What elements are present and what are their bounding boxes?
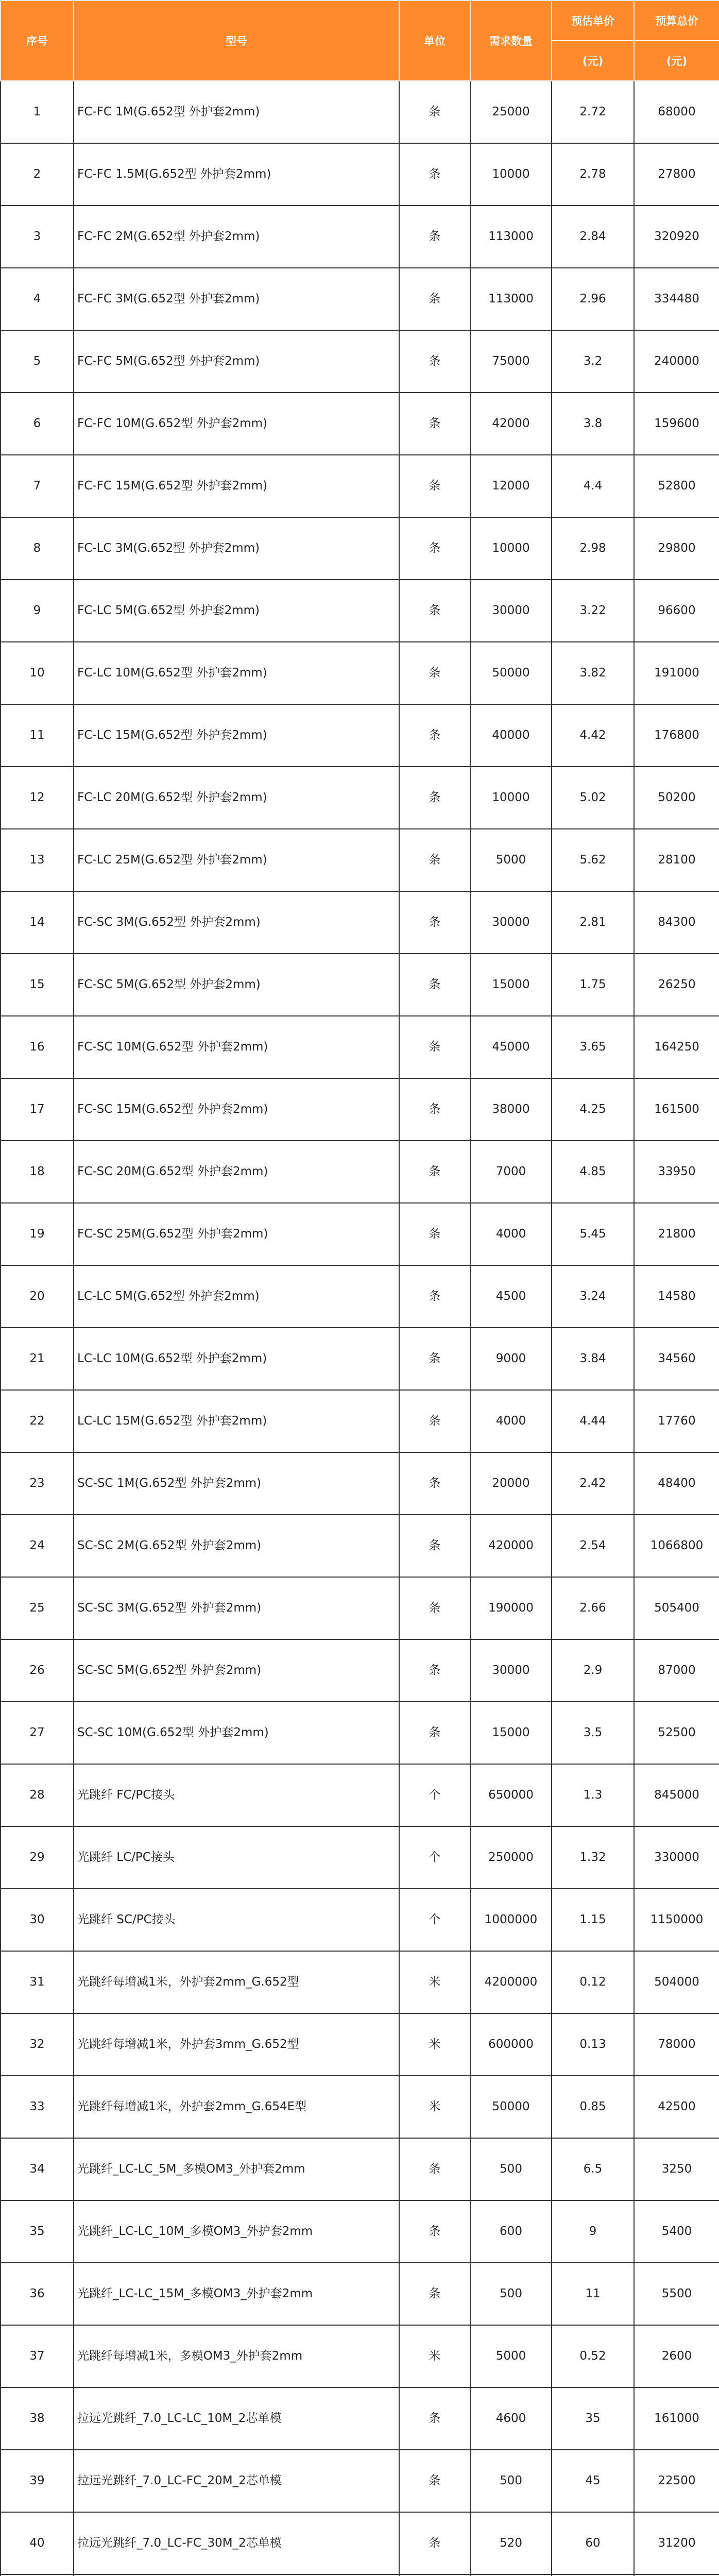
cell-qty: 4500 [470, 1265, 552, 1328]
cell-seq: 2 [1, 143, 74, 206]
cell-seq: 20 [1, 1265, 74, 1328]
cell-unit: 条 [399, 954, 470, 1016]
cell-seq: 31 [1, 1951, 74, 2013]
cell-seq: 34 [1, 2138, 74, 2200]
cell-qty: 600000 [470, 2013, 552, 2076]
cell-model: 光跳纤每增减1米，外护套2mm_G.654E型 [74, 2076, 399, 2138]
cell-unit: 米 [399, 1951, 470, 2013]
cell-total: 3250 [634, 2138, 719, 2200]
cell-seq: 11 [1, 704, 74, 767]
cell-price: 2.81 [552, 891, 634, 954]
cell-price: 5.02 [552, 767, 634, 829]
cell-unit: 条 [399, 891, 470, 954]
cell-seq: 32 [1, 2013, 74, 2076]
cell-qty: 4200000 [470, 1951, 552, 2013]
cell-price: 60 [552, 2512, 634, 2574]
cell-total: 164250 [634, 1016, 719, 1078]
cell-model: FC-SC 5M(G.652型 外护套2mm) [74, 954, 399, 1016]
cell-unit: 条 [399, 1390, 470, 1452]
cell-model: FC-SC 15M(G.652型 外护套2mm) [74, 1078, 399, 1141]
cell-unit: 个 [399, 1764, 470, 1826]
table-row [1, 1577, 719, 1639]
header-est-unit-price-unit: (元) [552, 41, 634, 81]
cell-seq: 28 [1, 1764, 74, 1826]
cell-seq: 10 [1, 642, 74, 704]
cell-unit: 条 [399, 1515, 470, 1577]
header-qty: 需求数量 [470, 1, 552, 81]
cell-price: 5.45 [552, 1203, 634, 1265]
cell-unit: 条 [399, 1078, 470, 1141]
cell-total: 48400 [634, 1452, 719, 1515]
cell-total: 27800 [634, 143, 719, 206]
cell-model: 光跳纤 SC/PC接头 [74, 1889, 399, 1951]
table-row [1, 1515, 719, 1577]
cell-seq: 29 [1, 1826, 74, 1889]
cell-model: SC-SC 1M(G.652型 外护套2mm) [74, 1452, 399, 1515]
cell-qty: 520 [470, 2512, 552, 2574]
table-row [1, 330, 719, 393]
cell-seq: 30 [1, 1889, 74, 1951]
header-unit: 单位 [399, 1, 470, 81]
cell-model: FC-LC 5M(G.652型 外护套2mm) [74, 580, 399, 642]
cell-seq: 16 [1, 1016, 74, 1078]
table-row [1, 2325, 719, 2387]
cell-total: 21800 [634, 1203, 719, 1265]
cell-unit: 条 [399, 393, 470, 455]
cell-seq: 19 [1, 1203, 74, 1265]
header-seq: 序号 [1, 1, 74, 81]
cell-model: FC-LC 15M(G.652型 外护套2mm) [74, 704, 399, 767]
cell-model: 拉远光跳纤_7.0_LC-FC_20M_2芯单模 [74, 2450, 399, 2512]
cell-unit: 条 [399, 1328, 470, 1390]
table-row [1, 1889, 719, 1951]
cell-price: 4.4 [552, 455, 634, 517]
cell-model: 光跳纤每增减1米，外护套2mm_G.652型 [74, 1951, 399, 2013]
cell-total: 191000 [634, 642, 719, 704]
cell-price: 2.54 [552, 1515, 634, 1577]
table-row [1, 1826, 719, 1889]
table-row [1, 1390, 719, 1452]
cell-seq: 14 [1, 891, 74, 954]
cell-unit: 条 [399, 1203, 470, 1265]
cell-qty: 30000 [470, 1639, 552, 1702]
cell-model: FC-FC 15M(G.652型 外护套2mm) [74, 455, 399, 517]
table-row [1, 1265, 719, 1328]
cell-model: FC-LC 3M(G.652型 外护套2mm) [74, 517, 399, 580]
cell-seq: 15 [1, 954, 74, 1016]
cell-qty: 4000 [470, 1203, 552, 1265]
cell-total: 26250 [634, 954, 719, 1016]
cell-total: 320920 [634, 206, 719, 268]
cell-price: 1.3 [552, 1764, 634, 1826]
cell-model: 光跳纤_LC-LC_10M_多模OM3_外护套2mm [74, 2200, 399, 2263]
cell-seq: 23 [1, 1452, 74, 1515]
cell-price: 4.85 [552, 1141, 634, 1203]
cell-unit: 条 [399, 81, 470, 143]
cell-seq: 22 [1, 1390, 74, 1452]
cell-model: LC-LC 10M(G.652型 外护套2mm) [74, 1328, 399, 1390]
cell-qty: 42000 [470, 393, 552, 455]
cell-total: 505400 [634, 1577, 719, 1639]
cell-seq: 12 [1, 767, 74, 829]
table-row [1, 1452, 719, 1515]
cell-unit: 条 [399, 1639, 470, 1702]
cell-unit: 条 [399, 1577, 470, 1639]
cell-seq: 17 [1, 1078, 74, 1141]
cell-qty: 15000 [470, 1702, 552, 1764]
cell-model: 光跳纤 LC/PC接头 [74, 1826, 399, 1889]
cell-price: 4.25 [552, 1078, 634, 1141]
cell-unit: 个 [399, 1826, 470, 1889]
cell-model: FC-FC 2M(G.652型 外护套2mm) [74, 206, 399, 268]
cell-unit: 条 [399, 143, 470, 206]
cell-total: 504000 [634, 1951, 719, 2013]
cell-unit: 米 [399, 2325, 470, 2387]
cell-model: 光跳纤_LC-LC_15M_多模OM3_外护套2mm [74, 2263, 399, 2325]
table-row [1, 2013, 719, 2076]
table-row [1, 1328, 719, 1390]
cell-price: 2.72 [552, 81, 634, 143]
cell-model: FC-SC 25M(G.652型 外护套2mm) [74, 1203, 399, 1265]
table-row [1, 767, 719, 829]
cell-price: 2.96 [552, 268, 634, 330]
cell-price: 6.5 [552, 2138, 634, 2200]
cell-price: 3.8 [552, 393, 634, 455]
cell-price: 3.2 [552, 330, 634, 393]
cell-qty: 113000 [470, 268, 552, 330]
cell-seq: 4 [1, 268, 74, 330]
table-row [1, 642, 719, 704]
cell-unit: 条 [399, 767, 470, 829]
cell-unit: 条 [399, 829, 470, 891]
cell-price: 2.78 [552, 143, 634, 206]
cell-price: 9 [552, 2200, 634, 2263]
cell-total: 87000 [634, 1639, 719, 1702]
cell-unit: 条 [399, 2512, 470, 2574]
table-row [1, 1951, 719, 2013]
cell-total: 176800 [634, 704, 719, 767]
table-row [1, 1141, 719, 1203]
cell-qty: 10000 [470, 517, 552, 580]
cell-qty: 38000 [470, 1078, 552, 1141]
cell-seq: 38 [1, 2387, 74, 2450]
cell-qty: 10000 [470, 143, 552, 206]
table-row [1, 704, 719, 767]
cell-total: 1150000 [634, 1889, 719, 1951]
cell-qty: 650000 [470, 1764, 552, 1826]
cell-unit: 条 [399, 455, 470, 517]
cell-qty: 500 [470, 2263, 552, 2325]
cell-total: 31200 [634, 2512, 719, 2574]
table-row [1, 1203, 719, 1265]
cell-price: 45 [552, 2450, 634, 2512]
cell-qty: 7000 [470, 1141, 552, 1203]
table-row [1, 1639, 719, 1702]
cell-model: FC-FC 1.5M(G.652型 外护套2mm) [74, 143, 399, 206]
cell-model: FC-FC 1M(G.652型 外护套2mm) [74, 81, 399, 143]
cell-price: 2.84 [552, 206, 634, 268]
cell-model: FC-LC 25M(G.652型 外护套2mm) [74, 829, 399, 891]
cell-qty: 420000 [470, 1515, 552, 1577]
cell-qty: 20000 [470, 1452, 552, 1515]
cell-seq: 18 [1, 1141, 74, 1203]
cell-price: 0.52 [552, 2325, 634, 2387]
cell-unit: 条 [399, 517, 470, 580]
cell-seq: 35 [1, 2200, 74, 2263]
cell-seq: 25 [1, 1577, 74, 1639]
table-row [1, 81, 719, 143]
cell-seq: 9 [1, 580, 74, 642]
cell-unit: 条 [399, 2450, 470, 2512]
cell-qty: 9000 [470, 1328, 552, 1390]
cell-unit: 条 [399, 330, 470, 393]
cell-total: 5500 [634, 2263, 719, 2325]
cell-seq: 40 [1, 2512, 74, 2574]
cell-qty: 50000 [470, 642, 552, 704]
cell-total: 52800 [634, 455, 719, 517]
cell-model: FC-FC 10M(G.652型 外护套2mm) [74, 393, 399, 455]
table-row [1, 455, 719, 517]
table-row [1, 829, 719, 891]
cell-price: 3.5 [552, 1702, 634, 1764]
cell-model: FC-SC 3M(G.652型 外护套2mm) [74, 891, 399, 954]
cell-model: 光跳纤_LC-LC_5M_多模OM3_外护套2mm [74, 2138, 399, 2200]
cell-price: 2.42 [552, 1452, 634, 1515]
cell-total: 84300 [634, 891, 719, 954]
cell-seq: 33 [1, 2076, 74, 2138]
cell-model: FC-LC 20M(G.652型 外护套2mm) [74, 767, 399, 829]
cell-price: 3.22 [552, 580, 634, 642]
cell-total: 2600 [634, 2325, 719, 2387]
cell-unit: 条 [399, 206, 470, 268]
cell-qty: 4000 [470, 1390, 552, 1452]
table-row [1, 393, 719, 455]
table-row [1, 580, 719, 642]
cell-model: FC-FC 5M(G.652型 外护套2mm) [74, 330, 399, 393]
cell-price: 0.13 [552, 2013, 634, 2076]
cell-price: 4.44 [552, 1390, 634, 1452]
cell-price: 3.82 [552, 642, 634, 704]
cell-total: 52500 [634, 1702, 719, 1764]
cell-seq: 39 [1, 2450, 74, 2512]
cell-qty: 40000 [470, 704, 552, 767]
cell-seq: 37 [1, 2325, 74, 2387]
cell-model: 光跳纤每增减1米，外护套3mm_G.652型 [74, 2013, 399, 2076]
cell-total: 330000 [634, 1826, 719, 1889]
cell-price: 2.9 [552, 1639, 634, 1702]
cell-qty: 1000000 [470, 1889, 552, 1951]
table-row [1, 1078, 719, 1141]
cell-model: SC-SC 10M(G.652型 外护套2mm) [74, 1702, 399, 1764]
cell-price: 3.24 [552, 1265, 634, 1328]
cell-qty: 75000 [470, 330, 552, 393]
cell-qty: 250000 [470, 1826, 552, 1889]
cell-model: 拉远光跳纤_7.0_LC-LC_10M_2芯单模 [74, 2387, 399, 2450]
cell-price: 1.75 [552, 954, 634, 1016]
cell-total: 33950 [634, 1141, 719, 1203]
cell-seq: 24 [1, 1515, 74, 1577]
cell-seq: 6 [1, 393, 74, 455]
cell-unit: 条 [399, 580, 470, 642]
cell-model: 光跳纤 FC/PC接头 [74, 1764, 399, 1826]
table-row [1, 2512, 719, 2574]
header-budget-total: 预算总价 [634, 1, 719, 41]
cell-qty: 5000 [470, 829, 552, 891]
table-row [1, 891, 719, 954]
table-row [1, 1016, 719, 1078]
cell-unit: 条 [399, 1702, 470, 1764]
cell-total: 5400 [634, 2200, 719, 2263]
table-row [1, 206, 719, 268]
cell-total: 78000 [634, 2013, 719, 2076]
cell-unit: 条 [399, 704, 470, 767]
header-budget-total-unit: (元) [634, 41, 719, 81]
cell-qty: 500 [470, 2138, 552, 2200]
cell-qty: 600 [470, 2200, 552, 2263]
cell-total: 1066800 [634, 1515, 719, 1577]
table-row [1, 954, 719, 1016]
cell-qty: 30000 [470, 580, 552, 642]
cell-qty: 50000 [470, 2076, 552, 2138]
cell-qty: 113000 [470, 206, 552, 268]
cell-total: 240000 [634, 330, 719, 393]
cell-seq: 36 [1, 2263, 74, 2325]
cell-unit: 条 [399, 1452, 470, 1515]
cell-qty: 4600 [470, 2387, 552, 2450]
table-body [1, 81, 719, 2576]
cell-model: SC-SC 2M(G.652型 外护套2mm) [74, 1515, 399, 1577]
cell-total: 161000 [634, 2387, 719, 2450]
cell-qty: 500 [470, 2450, 552, 2512]
cell-price: 4.42 [552, 704, 634, 767]
cell-price: 1.32 [552, 1826, 634, 1889]
header-model: 型号 [74, 1, 399, 81]
cell-qty: 10000 [470, 767, 552, 829]
cell-unit: 条 [399, 2263, 470, 2325]
cell-total: 845000 [634, 1764, 719, 1826]
cell-model: FC-FC 3M(G.652型 外护套2mm) [74, 268, 399, 330]
cell-model: LC-LC 5M(G.652型 外护套2mm) [74, 1265, 399, 1328]
cell-total: 29800 [634, 517, 719, 580]
cell-qty: 190000 [470, 1577, 552, 1639]
cell-seq: 27 [1, 1702, 74, 1764]
table-row [1, 517, 719, 580]
cell-model: FC-SC 10M(G.652型 外护套2mm) [74, 1016, 399, 1078]
cell-model: LC-LC 15M(G.652型 外护套2mm) [74, 1390, 399, 1452]
table-row [1, 268, 719, 330]
cell-total: 334480 [634, 268, 719, 330]
cell-qty: 15000 [470, 954, 552, 1016]
cell-total: 50200 [634, 767, 719, 829]
cell-price: 5.62 [552, 829, 634, 891]
table-row [1, 2200, 719, 2263]
cell-total: 42500 [634, 2076, 719, 2138]
cell-unit: 条 [399, 1265, 470, 1328]
table-row [1, 1764, 719, 1826]
cell-price: 0.85 [552, 2076, 634, 2138]
cell-seq: 13 [1, 829, 74, 891]
cell-total: 96600 [634, 580, 719, 642]
cell-seq: 1 [1, 81, 74, 143]
cell-price: 3.84 [552, 1328, 634, 1390]
cell-price: 2.66 [552, 1577, 634, 1639]
cell-seq: 3 [1, 206, 74, 268]
table-row [1, 2138, 719, 2200]
table-row [1, 2076, 719, 2138]
cell-seq: 8 [1, 517, 74, 580]
table-row [1, 2263, 719, 2325]
cell-unit: 条 [399, 268, 470, 330]
cell-total: 14580 [634, 1265, 719, 1328]
cell-model: SC-SC 5M(G.652型 外护套2mm) [74, 1639, 399, 1702]
cell-price: 2.98 [552, 517, 634, 580]
table-row [1, 2450, 719, 2512]
cell-total: 159600 [634, 393, 719, 455]
cell-seq: 21 [1, 1328, 74, 1390]
table-row [1, 2387, 719, 2450]
cell-model: SC-SC 3M(G.652型 外护套2mm) [74, 1577, 399, 1639]
cell-seq: 26 [1, 1639, 74, 1702]
cell-unit: 米 [399, 2076, 470, 2138]
cell-seq: 7 [1, 455, 74, 517]
cell-unit: 米 [399, 2013, 470, 2076]
cell-total: 34560 [634, 1328, 719, 1390]
cell-price: 1.15 [552, 1889, 634, 1951]
cell-total: 68000 [634, 81, 719, 143]
cell-price: 11 [552, 2263, 634, 2325]
cell-total: 22500 [634, 2450, 719, 2512]
cell-total: 17760 [634, 1390, 719, 1452]
cell-price: 3.65 [552, 1016, 634, 1078]
table-row [1, 143, 719, 206]
cell-model: FC-LC 10M(G.652型 外护套2mm) [74, 642, 399, 704]
cell-qty: 45000 [470, 1016, 552, 1078]
cell-seq: 5 [1, 330, 74, 393]
cell-model: 光跳纤每增减1米，多模OM3_外护套2mm [74, 2325, 399, 2387]
cell-unit: 条 [399, 1016, 470, 1078]
cell-unit: 条 [399, 2387, 470, 2450]
cell-qty: 30000 [470, 891, 552, 954]
header-est-unit-price: 预估单价 [552, 1, 634, 41]
cell-qty: 12000 [470, 455, 552, 517]
cell-unit: 条 [399, 2138, 470, 2200]
cell-price: 35 [552, 2387, 634, 2450]
cell-qty: 25000 [470, 81, 552, 143]
cell-price: 0.12 [552, 1951, 634, 2013]
cell-unit: 条 [399, 642, 470, 704]
cell-total: 28100 [634, 829, 719, 891]
cell-unit: 条 [399, 2200, 470, 2263]
cell-total: 161500 [634, 1078, 719, 1141]
cell-model: FC-SC 20M(G.652型 外护套2mm) [74, 1141, 399, 1203]
cell-qty: 5000 [470, 2325, 552, 2387]
cell-model: 拉远光跳纤_7.0_LC-FC_30M_2芯单模 [74, 2512, 399, 2574]
cell-unit: 个 [399, 1889, 470, 1951]
table-row [1, 1702, 719, 1764]
cell-unit: 条 [399, 1141, 470, 1203]
